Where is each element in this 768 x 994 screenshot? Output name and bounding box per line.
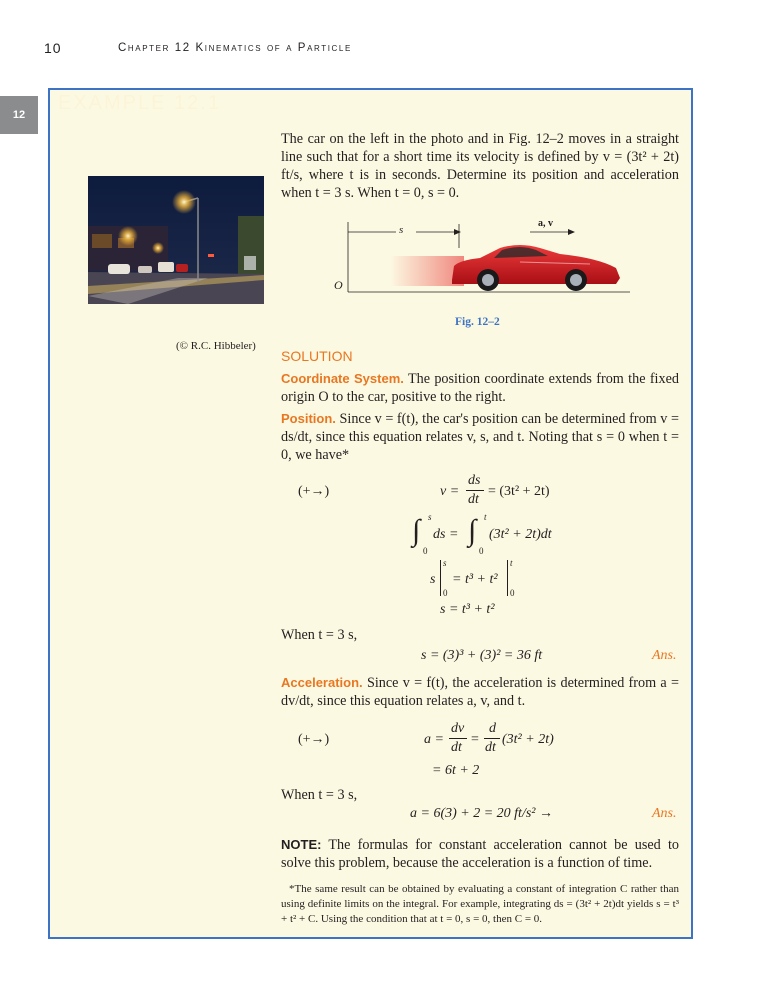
eq5-rhs: (3t² + 2t) [502,732,554,747]
acceleration-heading: Acceleration. [281,675,363,690]
eq5-f2-den: dt [485,740,496,755]
position-paragraph [281,410,679,464]
sign-convention-1: (+→) [298,484,330,499]
chapter-side-tab: 12 [0,96,38,134]
position-text: Since v = f(t), the car's position can be determined from v = ds/dt, since this equation relates v, s, and t. Noting that s = 0 when t = 0, we have* [281,411,680,463]
eq1-frac-den: dt [468,492,479,507]
answer-label-2: Ans. [652,806,677,821]
answer-label-1: Ans. [652,648,677,663]
eq2-lower-0b: 0 [479,546,484,556]
eq3-upper-s: s [443,558,447,568]
eq1-frac-bar [466,490,484,491]
example-label: EXAMPLE 12.1 [58,92,221,114]
coordinate-system-paragraph [281,370,679,406]
eq5-f1-den: dt [451,740,462,755]
eq2-upper-s: s [428,512,432,522]
eq5-f1-bar [449,738,467,739]
eq3-lower-0b: 0 [510,588,515,598]
eq3-rhs: = t³ + t² [452,572,498,587]
eq1-frac-num: ds [468,473,481,488]
eq6: = 6t + 2 [432,763,480,778]
eq2-lhs: ds = [433,527,459,542]
problem-statement: The car on the left in the photo and in Fig. 12–2 moves in a straight line such that for a short time its velocity is defined by v = (3t² + 2t) ft/s, where t is in seconds. Determine its position and acceleration when t = 3 s. When t = 0, s = 0. [281,131,679,201]
acceleration-text: Since v = f(t), the acceleration is determined from a = dv/dt, since this equation relates a, v, and t. [281,675,679,709]
eq4: s = t³ + t² [440,602,495,617]
coordinate-system-text: The position coordinate extends from the fixed origin O to the car, positive to the right. [281,371,679,405]
figure-label-s: s [399,224,404,236]
eq2-upper-t: t [484,512,487,522]
eq5-f2-num: d [489,721,496,736]
page-header [0,0,768,70]
chapter-title: Chapter 12 Kinematics of a Particle [118,42,352,54]
eq2-lower-0a: 0 [423,546,428,556]
eq3-lhs: s [430,572,436,587]
solution-heading: SOLUTION [281,348,353,364]
eq1-rhs: = (3t² + 2t) [488,484,550,499]
position-heading: Position. [281,411,336,426]
eq3-lower-0a: 0 [443,588,448,598]
acceleration-paragraph [281,674,679,710]
eq5-lhs: a = [424,732,444,747]
sign-convention-2: (+→) [298,732,330,747]
result-position: s = (3)³ + (3)² = 36 ft [421,648,543,663]
integral-sign: ∫ [412,514,421,547]
figure-label-av: a, v [538,218,553,229]
note-text: The formulas for constant acceleration cannot be used to solve this problem, because the acceleration is a function of time. [281,837,679,871]
page-number: 10 [44,40,62,56]
integral-sign: ∫ [468,514,477,547]
when-t-3-second: When t = 3 s, [281,787,358,803]
eval-bar [440,560,441,596]
eq5-f2-bar [484,738,500,739]
eq5-equals: = [471,732,479,747]
eq3-upper-t: t [510,558,513,568]
note-heading: NOTE: [281,837,322,852]
eq2-rhs: (3t² + 2t)dt [489,527,552,542]
coordinate-system-heading: Coordinate System. [281,371,404,386]
figure-caption: Fig. 12–2 [455,316,500,328]
note-paragraph [281,836,679,872]
eq1-lhs: v = [440,484,460,499]
street-night-photo [88,176,264,304]
result-acceleration: a = 6(3) + 2 = 20 ft/s² → [410,806,553,821]
photo-credit: (© R.C. Hibbeler) [176,340,256,352]
when-t-3-first: When t = 3 s, [281,627,358,643]
footnote: *The same result can be obtained by evaluating a constant of integration C rather than using definite limits on the integral. For example, integrating ds = (3t² + 2t)dt yields s = t³ + t² + C. Using the condition that at t = 0, s = 0, then C = 0. [281,883,679,925]
figure-12-2 [330,218,640,300]
eq5-f1-num: dv [451,721,465,736]
figure-label-origin: O [334,278,343,292]
eval-bar [507,560,508,596]
